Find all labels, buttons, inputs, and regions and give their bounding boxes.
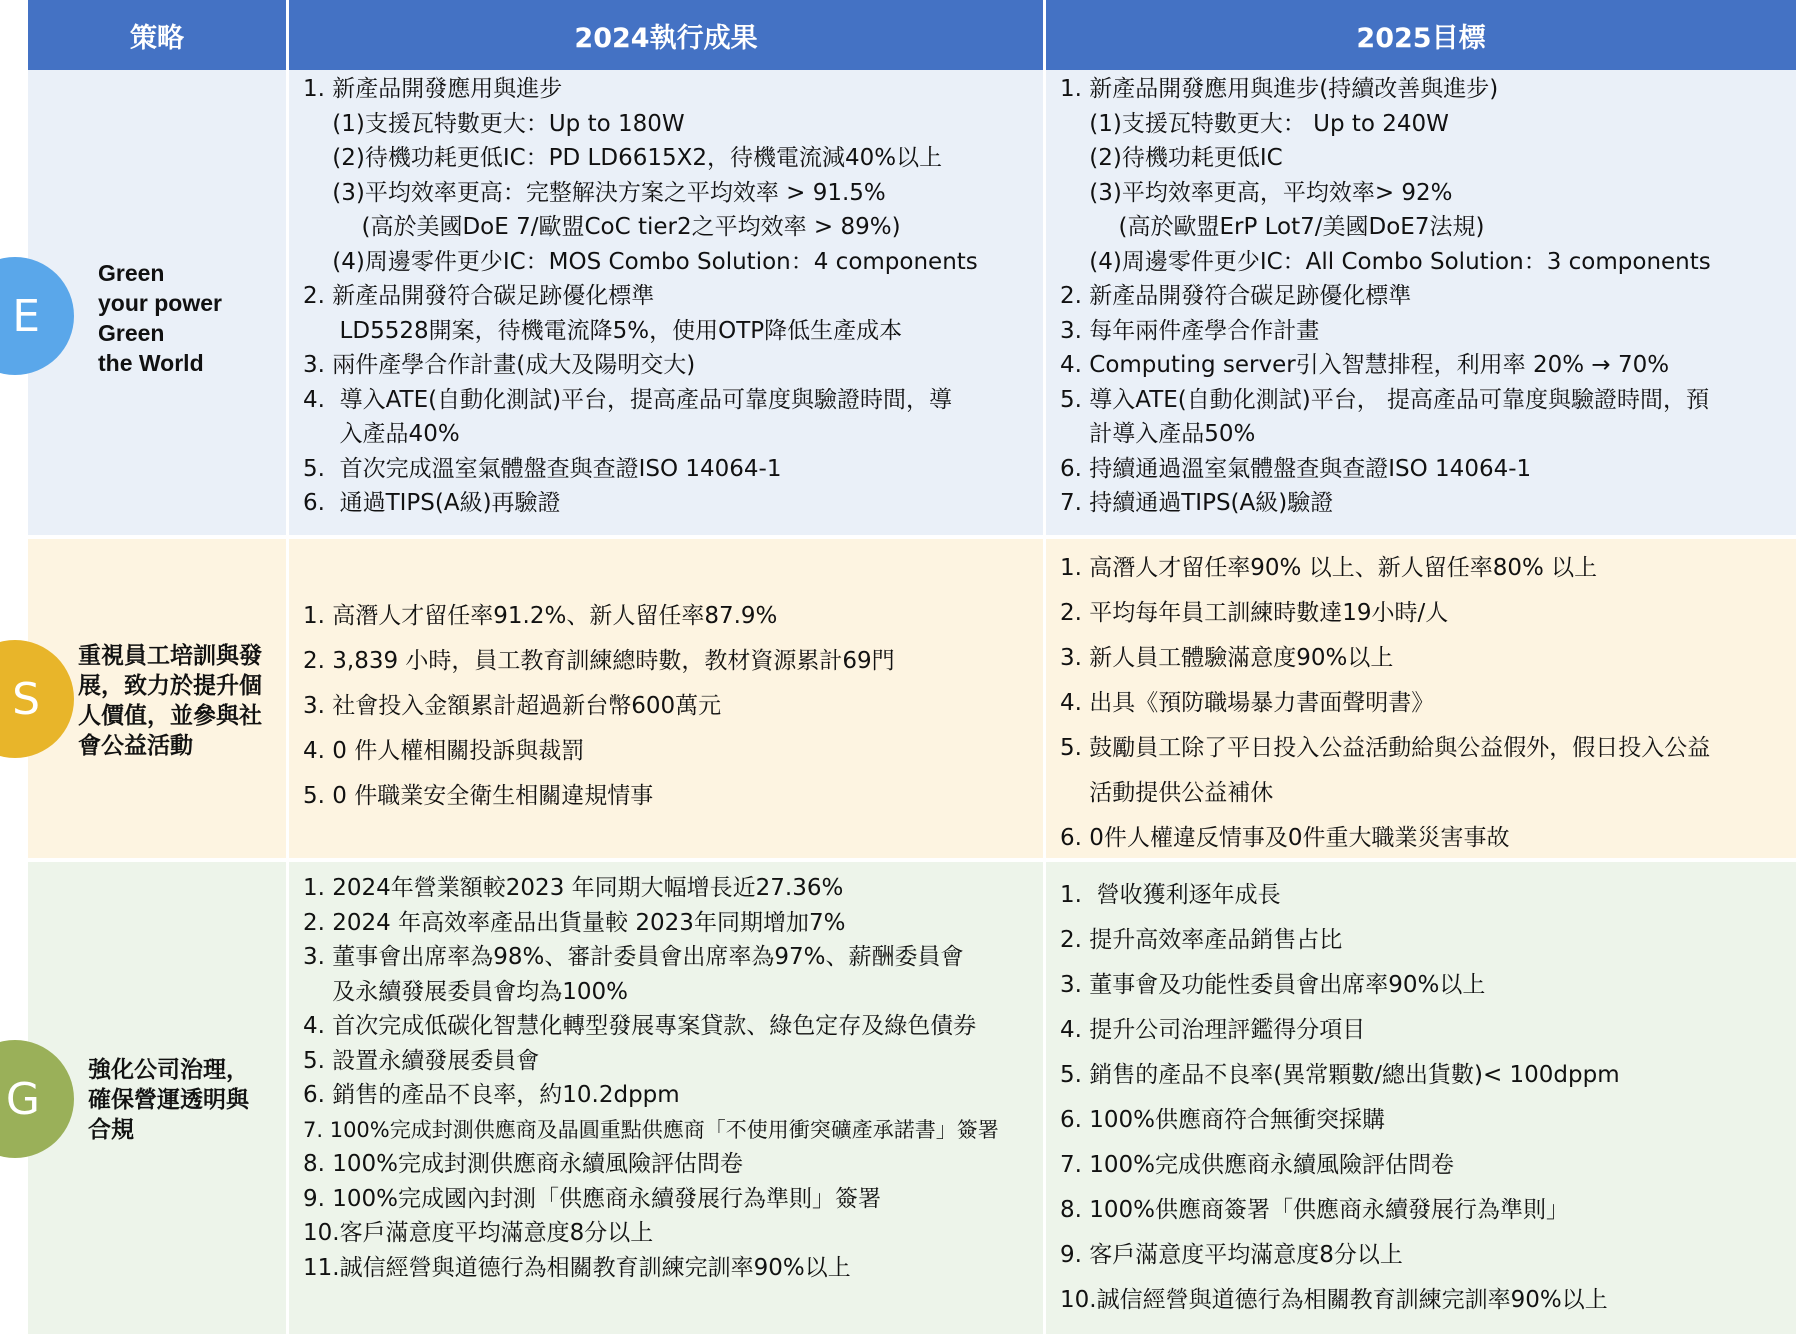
list-item: 2. 平均每年員工訓練時數達19小時/人 (1060, 600, 1449, 626)
list-item: LD5528開案，待機電流降5%，使用OTP降低生產成本 (303, 317, 903, 344)
list-item: 及永續發展委員會均為100% (303, 978, 628, 1005)
list-item: 4. 出具《預防職場暴力書面聲明書》 (1060, 690, 1435, 716)
list-item: 10.誠信經營與道德行為相關教育訓練完訓率90%以上 (1060, 1287, 1608, 1313)
header-strategy: 策略 (28, 0, 286, 70)
list-item: (3)平均效率更高：完整解決方案之平均效率 > 91.5% (303, 179, 886, 206)
list-item: 2. 提升高效率產品銷售占比 (1060, 927, 1343, 953)
list-item: 6. 100%供應商符合無衝突採購 (1060, 1107, 1386, 1133)
list-item: (高於歐盟ErP Lot7/美國DoE7法規) (1060, 214, 1485, 240)
strategy-label-line: 確保營運透明與 (88, 1087, 249, 1113)
list-item: (3)平均效率更高，平均效率> 92% (1060, 179, 1453, 206)
e-badge-icon: E (0, 257, 74, 375)
list-item: 4. Computing server引入智慧排程，利用率 20% → 70% (1060, 352, 1670, 378)
strategy-label-line: 合規 (88, 1117, 134, 1143)
s-badge-icon: S (0, 640, 74, 758)
strategy-label-line: 強化公司治理， (88, 1057, 249, 1083)
s-targets (1060, 546, 1794, 861)
s-results (303, 594, 1041, 819)
list-item: 1. 高潛人才留任率91.2%、新人留任率87.9% (303, 603, 778, 629)
strategy-label-s (78, 641, 262, 761)
list-item: 1. 新產品開發應用與進步 (303, 76, 563, 102)
list-item: 7. 100%完成封測供應商及晶圓重點供應商「不使用衝突礦產承諾書」簽署 (303, 1117, 999, 1142)
list-item: (1)支援瓦特數更大： Up to 240W (1060, 110, 1449, 137)
list-item: 4. 0 件人權相關投訴與裁罰 (303, 738, 585, 764)
header-2025-targets: 2025目標 (1046, 0, 1796, 70)
list-item: 8. 100%完成封測供應商永續風險評估問卷 (303, 1151, 744, 1177)
list-item: 6. 通過TIPS(A級)再驗證 (303, 490, 561, 516)
list-item: 10.客戶滿意度平均滿意度8分以上 (303, 1220, 654, 1246)
list-item: 5. 導入ATE(自動化測試)平台， 提高產品可靠度與驗證時間，預 (1060, 386, 1710, 413)
list-item: (1)支援瓦特數更大：Up to 180W (303, 110, 685, 137)
list-item: 3. 新人員工體驗滿意度90%以上 (1060, 645, 1394, 671)
list-item: (4)周邊零件更少IC：MOS Combo Solution：4 components (303, 248, 978, 275)
list-item: (高於美國DoE 7/歐盟CoC tier2之平均效率 > 89%) (303, 214, 901, 240)
strategy-label-g (88, 1055, 249, 1145)
list-item: 6. 持續通過溫室氣體盤查與查證ISO 14064-1 (1060, 455, 1532, 482)
list-item: 7. 100%完成供應商永續風險評估問卷 (1060, 1152, 1455, 1178)
list-item: 2. 新產品開發符合碳足跡優化標準 (1060, 283, 1412, 309)
list-item: 6. 銷售的產品不良率，約10.2dppm (303, 1082, 680, 1108)
list-item: 9. 100%完成國內封測「供應商永續發展行為準則」簽署 (303, 1185, 882, 1212)
list-item: 5. 鼓勵員工除了平日投入公益活動給與公益假外，假日投入公益 (1060, 735, 1711, 761)
list-item: 活動提供公益補休 (1060, 780, 1274, 806)
strategy-label-line: 展，致力於提升個 (78, 673, 262, 699)
column-divider (286, 70, 289, 1334)
list-item: 5. 0 件職業安全衛生相關違規情事 (303, 783, 654, 809)
list-item: 8. 100%供應商簽署「供應商永續發展行為準則」 (1060, 1197, 1570, 1223)
g-badge-icon: G (0, 1040, 74, 1158)
list-item: 3. 董事會出席率為98%、審計委員會出席率為97%、薪酬委員會 (303, 944, 964, 970)
header-2024-results: 2024執行成果 (289, 0, 1043, 70)
list-item: 計導入產品50% (1060, 421, 1256, 447)
list-item: 6. 0件人權違反情事及0件重大職業災害事故 (1060, 825, 1510, 851)
g-results (303, 871, 1041, 1285)
list-item: 5. 銷售的產品不良率(異常顆數/總出貨數)< 100dppm (1060, 1062, 1620, 1088)
list-item: 4. 導入ATE(自動化測試)平台，提高產品可靠度與驗證時間，導 (303, 386, 953, 413)
list-item: 2. 3,839 小時，員工教育訓練總時數，教材資源累計69門 (303, 648, 895, 674)
list-item: 1. 2024年營業額較2023 年同期大幅增長近27.36% (303, 875, 844, 901)
list-item: 9. 客戶滿意度平均滿意度8分以上 (1060, 1242, 1403, 1268)
list-item: 2. 新產品開發符合碳足跡優化標準 (303, 283, 655, 309)
strategy-label-line: Green (98, 320, 165, 346)
list-item: 3. 兩件產學合作計畫(成大及陽明交大) (303, 352, 696, 378)
list-item: 4. 提升公司治理評鑑得分項目 (1060, 1017, 1366, 1043)
list-item: 入產品40% (303, 421, 460, 447)
g-targets (1060, 873, 1794, 1323)
e-results (303, 72, 1041, 521)
strategy-label-line: the World (98, 350, 204, 376)
list-item: 1. 新產品開發應用與進步(持續改善與進步) (1060, 76, 1499, 102)
strategy-label-line: 會公益活動 (78, 733, 193, 759)
e-targets (1060, 72, 1794, 521)
list-item: 1. 高潛人才留任率90% 以上、新人留任率80% 以上 (1060, 555, 1598, 581)
list-item: (2)待機功耗更低IC (1060, 145, 1283, 171)
strategy-label-line: Green (98, 260, 165, 286)
strategy-label-line: 重視員工培訓與發 (78, 643, 262, 669)
list-item: (2)待機功耗更低IC：PD LD6615X2，待機電流減40%以上 (303, 145, 943, 171)
list-item: 11.誠信經營與道德行為相關教育訓練完訓率90%以上 (303, 1254, 851, 1281)
list-item: 3. 董事會及功能性委員會出席率90%以上 (1060, 972, 1486, 998)
column-divider (1043, 70, 1046, 1334)
list-item: 5. 首次完成溫室氣體盤查與查證ISO 14064-1 (303, 455, 782, 482)
list-item: 5. 設置永續發展委員會 (303, 1047, 540, 1074)
list-item: (4)周邊零件更少IC：All Combo Solution：3 components (1060, 248, 1711, 275)
strategy-label-e (98, 258, 222, 378)
list-item: 1. 營收獲利逐年成長 (1060, 882, 1281, 908)
list-item: 7. 持續通過TIPS(A級)驗證 (1060, 490, 1334, 516)
strategy-label-line: 人價值，並參與社 (78, 703, 262, 729)
list-item: 4. 首次完成低碳化智慧化轉型發展專案貸款、綠色定存及綠色債券 (303, 1013, 977, 1039)
strategy-label-line: your power (98, 290, 222, 316)
list-item: 2. 2024 年高效率產品出貨量較 2023年同期增加7% (303, 909, 846, 936)
list-item: 3. 社會投入金額累計超過新台幣600萬元 (303, 693, 722, 719)
list-item: 3. 每年兩件產學合作計畫 (1060, 317, 1320, 344)
